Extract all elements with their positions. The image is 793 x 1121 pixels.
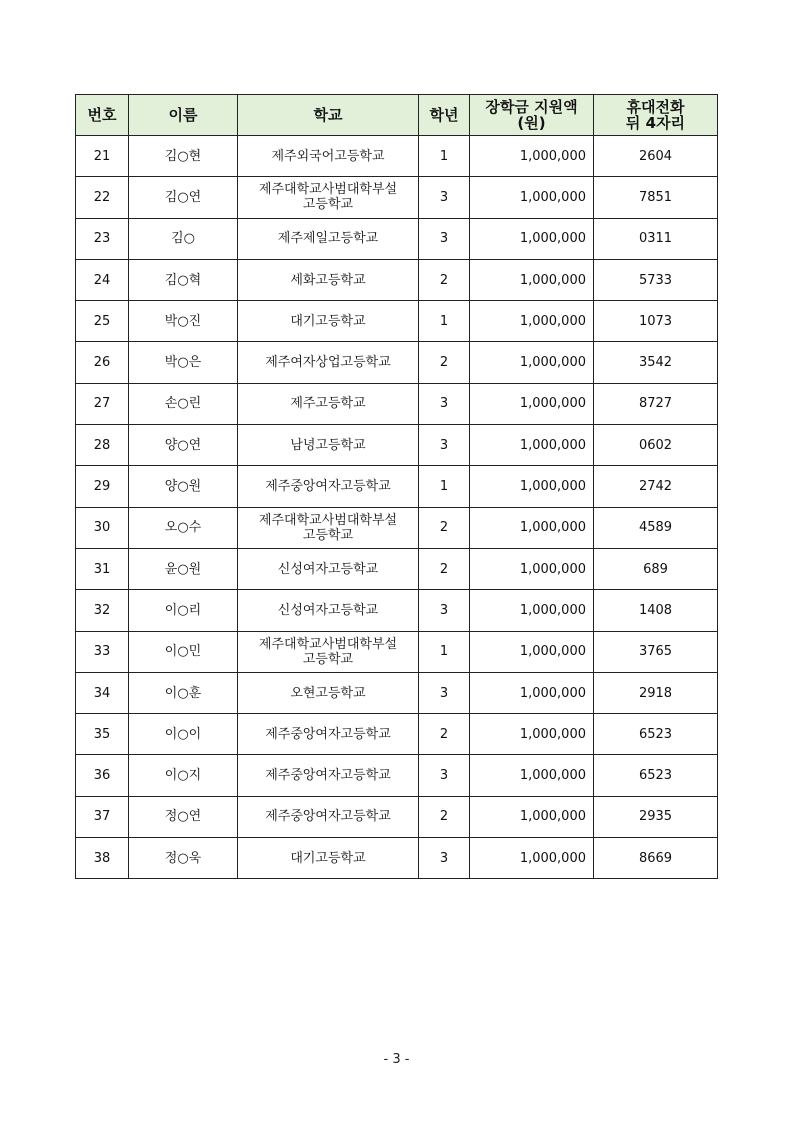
cell-school <box>238 136 419 177</box>
cell-grade: 2 <box>419 714 470 755</box>
cell-school-line: 고등학교 <box>302 651 354 667</box>
cell-phone: 2742 <box>594 466 718 507</box>
cell-phone: 2935 <box>594 796 718 837</box>
cell-amount: 1,000,000 <box>470 301 594 342</box>
cell-school-line: 제주여자상업고등학교 <box>265 355 391 371</box>
table-row <box>76 425 718 466</box>
cell-amount: 1,000,000 <box>470 548 594 589</box>
cell-grade: 3 <box>419 177 470 218</box>
cell-grade: 3 <box>419 590 470 631</box>
cell-amount: 1,000,000 <box>470 383 594 424</box>
cell-amount: 1,000,000 <box>470 672 594 713</box>
cell-amount: 1,000,000 <box>470 136 594 177</box>
cell-name: 김○연 <box>129 177 238 218</box>
cell-school <box>238 838 419 879</box>
cell-no: 36 <box>76 755 129 796</box>
cell-name: 이○지 <box>129 755 238 796</box>
table-row <box>76 796 718 837</box>
cell-amount: 1,000,000 <box>470 796 594 837</box>
cell-name: 이○훈 <box>129 672 238 713</box>
cell-name: 윤○원 <box>129 548 238 589</box>
cell-phone: 689 <box>594 548 718 589</box>
cell-amount: 1,000,000 <box>470 838 594 879</box>
cell-no: 33 <box>76 631 129 672</box>
cell-amount: 1,000,000 <box>470 218 594 259</box>
cell-no: 25 <box>76 301 129 342</box>
table-row <box>76 177 718 218</box>
table-row <box>76 590 718 631</box>
cell-grade: 1 <box>419 466 470 507</box>
header-amount-line1: 장학금 지원액 <box>485 98 578 116</box>
cell-school-line: 오현고등학교 <box>290 685 366 701</box>
table-header <box>76 95 718 136</box>
cell-phone: 2604 <box>594 136 718 177</box>
cell-school-line: 제주중앙여자고등학교 <box>265 479 391 495</box>
cell-phone: 3765 <box>594 631 718 672</box>
cell-amount: 1,000,000 <box>470 755 594 796</box>
cell-school-line: 제주대학교사범대학부설 <box>258 512 398 528</box>
header-name: 이름 <box>129 95 238 136</box>
cell-school-line: 제주중앙여자고등학교 <box>265 768 391 784</box>
cell-school-line: 대기고등학교 <box>290 313 366 329</box>
cell-no: 21 <box>76 136 129 177</box>
cell-phone: 6523 <box>594 714 718 755</box>
cell-grade: 1 <box>419 631 470 672</box>
cell-grade: 3 <box>419 672 470 713</box>
cell-school <box>238 383 419 424</box>
cell-grade: 2 <box>419 259 470 300</box>
cell-school <box>238 301 419 342</box>
cell-school-line: 고등학교 <box>302 197 354 213</box>
cell-school-line: 제주중앙여자고등학교 <box>265 726 391 742</box>
table-row <box>76 714 718 755</box>
table-row <box>76 672 718 713</box>
page-number: - 3 - <box>383 1052 410 1067</box>
cell-school <box>238 259 419 300</box>
cell-no: 29 <box>76 466 129 507</box>
cell-school <box>238 714 419 755</box>
cell-name: 오○수 <box>129 507 238 548</box>
cell-amount: 1,000,000 <box>470 590 594 631</box>
header-amount <box>470 95 594 136</box>
cell-no: 37 <box>76 796 129 837</box>
header-phone-line1: 휴대전화 <box>626 98 685 116</box>
header-amount-line2: (원) <box>517 114 546 132</box>
cell-grade: 2 <box>419 342 470 383</box>
cell-phone: 5733 <box>594 259 718 300</box>
table-row <box>76 548 718 589</box>
cell-amount: 1,000,000 <box>470 466 594 507</box>
cell-phone: 0311 <box>594 218 718 259</box>
table-row <box>76 259 718 300</box>
cell-no: 22 <box>76 177 129 218</box>
cell-school-line: 제주대학교사범대학부설 <box>258 636 398 652</box>
table-row <box>76 136 718 177</box>
cell-school <box>238 177 419 218</box>
cell-no: 34 <box>76 672 129 713</box>
cell-name: 손○린 <box>129 383 238 424</box>
cell-school-line: 남녕고등학교 <box>290 437 366 453</box>
cell-amount: 1,000,000 <box>470 425 594 466</box>
cell-no: 38 <box>76 838 129 879</box>
cell-amount: 1,000,000 <box>470 177 594 218</box>
cell-name: 양○원 <box>129 466 238 507</box>
cell-grade: 2 <box>419 507 470 548</box>
table-row <box>76 466 718 507</box>
cell-grade: 2 <box>419 548 470 589</box>
cell-school-line: 제주중앙여자고등학교 <box>265 809 391 825</box>
table-row <box>76 631 718 672</box>
table-row <box>76 507 718 548</box>
cell-name: 정○욱 <box>129 838 238 879</box>
cell-school <box>238 548 419 589</box>
cell-name: 양○연 <box>129 425 238 466</box>
table-row <box>76 755 718 796</box>
cell-amount: 1,000,000 <box>470 714 594 755</box>
cell-school <box>238 796 419 837</box>
header-grade: 학년 <box>419 95 470 136</box>
cell-school-line: 고등학교 <box>302 527 354 543</box>
cell-grade: 3 <box>419 218 470 259</box>
cell-school <box>238 425 419 466</box>
table-row <box>76 218 718 259</box>
cell-phone: 7851 <box>594 177 718 218</box>
cell-phone: 2918 <box>594 672 718 713</box>
cell-phone: 4589 <box>594 507 718 548</box>
cell-school-line: 대기고등학교 <box>290 850 366 866</box>
header-row <box>76 95 718 136</box>
table-row <box>76 838 718 879</box>
cell-name: 박○은 <box>129 342 238 383</box>
header-phone <box>594 95 718 136</box>
cell-no: 35 <box>76 714 129 755</box>
cell-school <box>238 590 419 631</box>
cell-no: 32 <box>76 590 129 631</box>
cell-school-line: 제주대학교사범대학부설 <box>258 182 398 198</box>
cell-no: 23 <box>76 218 129 259</box>
cell-grade: 3 <box>419 755 470 796</box>
scholarship-recipients-table <box>75 94 718 879</box>
cell-phone: 1408 <box>594 590 718 631</box>
table-row <box>76 342 718 383</box>
cell-school-line: 제주고등학교 <box>290 396 366 412</box>
header-school: 학교 <box>238 95 419 136</box>
cell-no: 24 <box>76 259 129 300</box>
cell-grade: 3 <box>419 838 470 879</box>
cell-phone: 1073 <box>594 301 718 342</box>
table-row <box>76 383 718 424</box>
cell-no: 28 <box>76 425 129 466</box>
cell-school <box>238 507 419 548</box>
cell-school <box>238 218 419 259</box>
cell-name: 김○현 <box>129 136 238 177</box>
cell-phone: 3542 <box>594 342 718 383</box>
cell-grade: 1 <box>419 136 470 177</box>
cell-school <box>238 672 419 713</box>
cell-school <box>238 466 419 507</box>
cell-phone: 6523 <box>594 755 718 796</box>
cell-school <box>238 755 419 796</box>
cell-amount: 1,000,000 <box>470 631 594 672</box>
table-row <box>76 301 718 342</box>
cell-amount: 1,000,000 <box>470 507 594 548</box>
cell-school-line: 제주제일고등학교 <box>277 231 379 247</box>
header-phone-line2: 뒤 4자리 <box>625 114 686 132</box>
cell-amount: 1,000,000 <box>470 259 594 300</box>
cell-name: 정○연 <box>129 796 238 837</box>
cell-school-line: 제주외국어고등학교 <box>271 148 385 164</box>
cell-grade: 3 <box>419 383 470 424</box>
cell-phone: 8669 <box>594 838 718 879</box>
cell-name: 이○민 <box>129 631 238 672</box>
cell-name: 김○혁 <box>129 259 238 300</box>
table-body <box>76 136 718 879</box>
cell-name: 이○리 <box>129 590 238 631</box>
cell-no: 26 <box>76 342 129 383</box>
cell-amount: 1,000,000 <box>470 342 594 383</box>
cell-grade: 1 <box>419 301 470 342</box>
cell-school-line: 세화고등학교 <box>290 272 366 288</box>
cell-grade: 2 <box>419 796 470 837</box>
cell-phone: 0602 <box>594 425 718 466</box>
cell-name: 이○이 <box>129 714 238 755</box>
cell-school-line: 신성여자고등학교 <box>277 602 379 618</box>
cell-no: 30 <box>76 507 129 548</box>
cell-school <box>238 631 419 672</box>
header-no: 번호 <box>76 95 129 136</box>
cell-no: 31 <box>76 548 129 589</box>
cell-name: 박○진 <box>129 301 238 342</box>
cell-name: 김○ <box>129 218 238 259</box>
cell-grade: 3 <box>419 425 470 466</box>
cell-school <box>238 342 419 383</box>
cell-phone: 8727 <box>594 383 718 424</box>
cell-school-line: 신성여자고등학교 <box>277 561 379 577</box>
cell-no: 27 <box>76 383 129 424</box>
